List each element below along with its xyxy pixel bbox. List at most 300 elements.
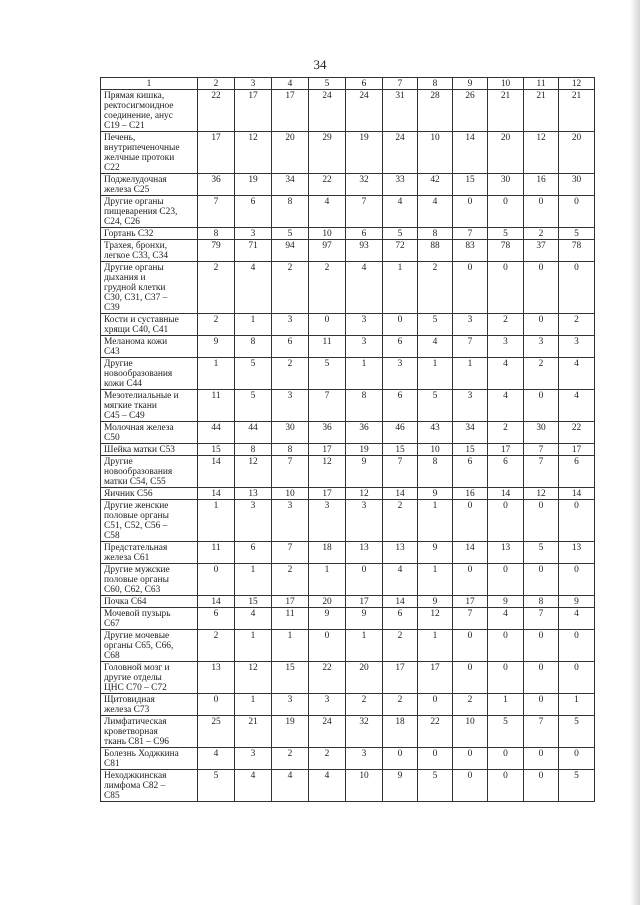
table-cell: 5 (559, 228, 595, 240)
row-label-line: другие отделы (104, 673, 162, 683)
row-label (101, 662, 198, 694)
table-cell: 71 (235, 240, 272, 262)
table-cell: 16 (453, 488, 488, 500)
table-cell: 20 (309, 596, 346, 608)
table-cell: 0 (524, 500, 559, 542)
table-cell: 1 (272, 630, 309, 662)
table-cell: 5 (383, 228, 418, 240)
row-label-line: ЦНС С70 – С72 (104, 683, 167, 693)
table-row (101, 390, 595, 422)
table-cell: 30 (488, 174, 524, 196)
table-cell: 4 (418, 336, 453, 358)
table-cell: 21 (488, 90, 524, 132)
table-cell: 19 (346, 132, 383, 174)
table-row (101, 488, 595, 500)
table-row (101, 90, 595, 132)
table-cell: 5 (559, 770, 595, 802)
table-cell: 4 (198, 748, 235, 770)
table-cell: 20 (559, 132, 595, 174)
row-label-line: Мезотелиальные и (104, 391, 179, 401)
table-cell: 0 (488, 630, 524, 662)
table-cell: 4 (559, 608, 595, 630)
table-cell: 0 (524, 314, 559, 336)
table-cell: 78 (559, 240, 595, 262)
table-cell: 3 (309, 500, 346, 542)
row-label-line: Лимфатическая (104, 717, 167, 727)
table-cell: 12 (524, 132, 559, 174)
table-cell: 13 (235, 488, 272, 500)
row-label (101, 488, 198, 500)
table-cell: 14 (198, 456, 235, 488)
table-cell: 17 (488, 444, 524, 456)
table-cell: 32 (346, 716, 383, 748)
table-cell: 0 (488, 262, 524, 314)
table-cell: 5 (418, 390, 453, 422)
table-cell: 2 (559, 314, 595, 336)
row-label-line: Неходжкинская (104, 771, 167, 781)
table-cell: 3 (453, 390, 488, 422)
row-label-line: Яичник С56 (104, 489, 153, 499)
table-cell: 11 (309, 336, 346, 358)
row-label (101, 694, 198, 716)
row-label-line: пищеварения С23, (104, 207, 178, 217)
table-cell: 6 (272, 336, 309, 358)
table-cell: 0 (524, 770, 559, 802)
table-cell: 2 (309, 262, 346, 314)
row-label-line: Поджелудочная (104, 175, 167, 185)
row-label-line: Мочевой пузырь (104, 609, 171, 619)
table-cell: 12 (235, 132, 272, 174)
table-cell: 5 (559, 716, 595, 748)
table-cell: 9 (418, 596, 453, 608)
table-cell: 3 (346, 748, 383, 770)
row-label (101, 262, 198, 314)
table-cell: 4 (235, 608, 272, 630)
table-cell: 2 (272, 564, 309, 596)
row-label-line: С45 – С49 (104, 411, 145, 421)
table-cell: 17 (559, 444, 595, 456)
row-label-line: С68 (104, 651, 120, 661)
table-row (101, 456, 595, 488)
table-row (101, 630, 595, 662)
table-cell: 3 (235, 748, 272, 770)
table-row (101, 694, 595, 716)
table-cell: 1 (346, 630, 383, 662)
table-cell: 14 (198, 596, 235, 608)
row-label-line: С85 (104, 791, 120, 801)
table-cell: 1 (235, 694, 272, 716)
column-header: 9 (453, 78, 488, 90)
table-cell: 11 (198, 542, 235, 564)
table-cell: 17 (453, 596, 488, 608)
table-cell: 2 (346, 694, 383, 716)
table-cell: 0 (453, 564, 488, 596)
table-cell: 3 (272, 390, 309, 422)
row-label-line: Трахея, бронхи, (104, 241, 168, 251)
table-cell: 30 (559, 174, 595, 196)
table-cell: 1 (235, 314, 272, 336)
table-cell: 22 (418, 716, 453, 748)
column-header: 10 (488, 78, 524, 90)
row-label (101, 390, 198, 422)
table-row (101, 596, 595, 608)
table-cell: 12 (418, 608, 453, 630)
table-cell: 0 (488, 662, 524, 694)
table-cell: 8 (235, 444, 272, 456)
table-cell: 0 (524, 564, 559, 596)
table-cell: 17 (272, 90, 309, 132)
table-cell: 1 (346, 358, 383, 390)
row-label-line: С22 (104, 163, 120, 173)
table-row (101, 748, 595, 770)
table-cell: 0 (453, 262, 488, 314)
row-label-line: Другие мужские (104, 565, 170, 575)
table-cell: 4 (559, 390, 595, 422)
row-label-line: кроветворная (104, 727, 158, 737)
table-body (101, 90, 595, 802)
row-label (101, 500, 198, 542)
table-cell: 2 (383, 500, 418, 542)
table-cell: 5 (272, 228, 309, 240)
table-cell: 3 (488, 336, 524, 358)
table-cell: 0 (418, 748, 453, 770)
row-label-line: внутрипеченочные (104, 143, 180, 153)
table-cell: 6 (383, 390, 418, 422)
table-cell: 2 (198, 630, 235, 662)
table-cell: 5 (418, 314, 453, 336)
table-cell: 36 (309, 422, 346, 444)
table-cell: 21 (524, 90, 559, 132)
table-cell: 0 (418, 694, 453, 716)
row-label-line: С39 (104, 303, 120, 313)
table-cell: 4 (235, 262, 272, 314)
table-cell: 6 (235, 196, 272, 228)
table-cell: 15 (453, 444, 488, 456)
table-cell: 13 (198, 662, 235, 694)
table-cell: 0 (524, 196, 559, 228)
column-header: 6 (346, 78, 383, 90)
column-header: 4 (272, 78, 309, 90)
table-cell: 29 (309, 132, 346, 174)
table-cell: 17 (235, 90, 272, 132)
table-cell: 10 (418, 132, 453, 174)
table-cell: 3 (309, 694, 346, 716)
table-cell: 0 (524, 748, 559, 770)
table-row (101, 132, 595, 174)
table-cell: 83 (453, 240, 488, 262)
table-cell: 2 (418, 262, 453, 314)
table-cell: 36 (198, 174, 235, 196)
table-cell: 9 (418, 488, 453, 500)
table-cell: 8 (198, 228, 235, 240)
row-label-line: Шейка матки С53 (104, 445, 175, 455)
table-cell: 1 (198, 358, 235, 390)
table-cell: 6 (198, 608, 235, 630)
table-cell: 9 (309, 608, 346, 630)
table-cell: 3 (272, 694, 309, 716)
row-label-line: половые органы (104, 511, 169, 521)
table-cell: 4 (488, 358, 524, 390)
table-cell: 6 (488, 456, 524, 488)
row-label-line: Предстательная (104, 543, 168, 553)
table-cell: 9 (346, 456, 383, 488)
row-label (101, 564, 198, 596)
table-cell: 17 (309, 444, 346, 456)
table-cell: 0 (488, 196, 524, 228)
table-cell: 8 (524, 596, 559, 608)
table-cell: 9 (198, 336, 235, 358)
table-cell: 0 (309, 630, 346, 662)
row-label-line: Прямая кишка, (104, 91, 165, 101)
table-cell: 97 (309, 240, 346, 262)
table-cell: 1 (418, 630, 453, 662)
table-cell: 15 (453, 174, 488, 196)
table-cell: 30 (524, 422, 559, 444)
table-cell: 0 (488, 748, 524, 770)
table-cell: 3 (524, 336, 559, 358)
row-label (101, 422, 198, 444)
table-cell: 2 (272, 358, 309, 390)
table-cell: 15 (272, 662, 309, 694)
page-number: 34 (313, 57, 327, 72)
table-cell: 2 (524, 228, 559, 240)
table-cell: 3 (346, 500, 383, 542)
table-cell: 1 (198, 500, 235, 542)
table-cell: 0 (453, 748, 488, 770)
row-label (101, 770, 198, 802)
table-cell: 24 (346, 90, 383, 132)
row-label-line: лимфома С82 – (104, 781, 166, 791)
table-cell: 0 (559, 500, 595, 542)
table-cell: 0 (346, 564, 383, 596)
table-cell: 5 (235, 390, 272, 422)
row-label-line: новообразования (104, 369, 173, 379)
table-row (101, 542, 595, 564)
table-cell: 43 (418, 422, 453, 444)
row-label-line: Почка С64 (104, 597, 147, 607)
row-label (101, 240, 198, 262)
row-label (101, 336, 198, 358)
table-cell: 14 (559, 488, 595, 500)
row-label-line: Печень, (104, 133, 136, 143)
table-cell: 19 (272, 716, 309, 748)
table-row (101, 716, 595, 748)
table-cell: 9 (559, 596, 595, 608)
table-cell: 14 (453, 132, 488, 174)
row-label-line: С50 (104, 433, 120, 443)
table-cell: 31 (383, 90, 418, 132)
table-cell: 7 (198, 196, 235, 228)
table-cell: 20 (346, 662, 383, 694)
row-label-line: железа С61 (104, 553, 150, 563)
row-label-line: Меланома кожи (104, 337, 168, 347)
table-cell: 20 (488, 132, 524, 174)
table-cell: 3 (383, 358, 418, 390)
table-cell: 5 (488, 228, 524, 240)
table-cell: 25 (198, 716, 235, 748)
table-cell: 6 (559, 456, 595, 488)
table-cell: 34 (272, 174, 309, 196)
row-label-line: Гортань С32 (104, 229, 154, 239)
table-cell: 22 (309, 662, 346, 694)
table-cell: 17 (272, 596, 309, 608)
row-label-line: мягкие ткани (104, 401, 157, 411)
table-cell: 0 (453, 500, 488, 542)
table-row (101, 444, 595, 456)
table-cell: 1 (383, 262, 418, 314)
table-cell: 0 (559, 748, 595, 770)
table-cell: 19 (235, 174, 272, 196)
table-cell: 2 (488, 314, 524, 336)
row-label-line: ректосигмоидное (104, 101, 174, 111)
table-cell: 3 (453, 314, 488, 336)
table-cell: 0 (309, 314, 346, 336)
table-cell: 17 (309, 488, 346, 500)
row-label (101, 748, 198, 770)
table-cell: 15 (383, 444, 418, 456)
row-label-line: желчные протоки (104, 153, 175, 163)
row-label-line: Болезнь Ходжкина (104, 749, 179, 759)
table-cell: 20 (272, 132, 309, 174)
table-row (101, 314, 595, 336)
table-cell: 72 (383, 240, 418, 262)
table-cell: 33 (383, 174, 418, 196)
table-cell: 0 (488, 564, 524, 596)
table-cell: 3 (346, 336, 383, 358)
table-cell: 18 (383, 716, 418, 748)
table-cell: 3 (272, 500, 309, 542)
table-cell: 9 (488, 596, 524, 608)
column-header: 7 (383, 78, 418, 90)
table-row (101, 228, 595, 240)
page-edge-shadow (630, 0, 640, 905)
row-label (101, 358, 198, 390)
column-header: 11 (524, 78, 559, 90)
table-cell: 30 (272, 422, 309, 444)
row-label (101, 90, 198, 132)
row-label (101, 132, 198, 174)
table-row (101, 196, 595, 228)
table-cell: 26 (453, 90, 488, 132)
table-cell: 5 (309, 358, 346, 390)
table-cell: 3 (272, 314, 309, 336)
column-header: 12 (559, 78, 595, 90)
table-cell: 5 (488, 716, 524, 748)
table-cell: 7 (524, 608, 559, 630)
table-cell: 4 (559, 358, 595, 390)
table-cell: 1 (559, 694, 595, 716)
table-cell: 93 (346, 240, 383, 262)
table-cell: 9 (383, 770, 418, 802)
row-label-line: новообразования (104, 467, 173, 477)
table-cell: 0 (559, 662, 595, 694)
row-label-line: соединение, анус (104, 111, 173, 121)
table-row (101, 608, 595, 630)
table-cell: 34 (453, 422, 488, 444)
table-row (101, 564, 595, 596)
table-cell: 21 (235, 716, 272, 748)
table-cell: 44 (198, 422, 235, 444)
table-cell: 5 (198, 770, 235, 802)
row-label (101, 444, 198, 456)
column-header: 1 (101, 78, 198, 90)
table-cell: 5 (524, 542, 559, 564)
table-cell: 0 (559, 564, 595, 596)
table-cell: 7 (272, 542, 309, 564)
row-label-line: железа С73 (104, 705, 150, 715)
table-cell: 10 (418, 444, 453, 456)
table-cell: 2 (272, 262, 309, 314)
table-cell: 28 (418, 90, 453, 132)
table-cell: 8 (418, 456, 453, 488)
table-cell: 1 (235, 630, 272, 662)
row-label-line: С19 – С21 (104, 121, 145, 131)
row-label-line: С81 (104, 759, 120, 769)
table-row (101, 336, 595, 358)
table-cell: 10 (346, 770, 383, 802)
table-cell: 17 (346, 596, 383, 608)
table-cell: 3 (559, 336, 595, 358)
row-label-line: дыхания и (104, 273, 146, 283)
table-cell: 0 (453, 770, 488, 802)
table-cell: 1 (418, 564, 453, 596)
table-cell: 7 (309, 390, 346, 422)
table-cell: 21 (559, 90, 595, 132)
table-cell: 19 (346, 444, 383, 456)
table-row (101, 662, 595, 694)
table-cell: 14 (198, 488, 235, 500)
table-cell: 16 (524, 174, 559, 196)
table-cell: 0 (524, 262, 559, 314)
table-cell: 6 (383, 336, 418, 358)
row-label (101, 630, 198, 662)
table-cell: 3 (235, 228, 272, 240)
column-header: 8 (418, 78, 453, 90)
table-cell: 4 (383, 564, 418, 596)
table-cell: 7 (524, 444, 559, 456)
table-cell: 14 (383, 488, 418, 500)
table-cell: 8 (346, 390, 383, 422)
table-cell: 3 (346, 314, 383, 336)
table-cell: 42 (418, 174, 453, 196)
row-label (101, 596, 198, 608)
table-cell: 2 (453, 694, 488, 716)
table-cell: 11 (272, 608, 309, 630)
table-cell: 0 (453, 630, 488, 662)
table-row (101, 500, 595, 542)
row-label-line: Другие (104, 457, 133, 467)
table-cell: 10 (272, 488, 309, 500)
table-cell: 17 (418, 662, 453, 694)
table-cell: 7 (272, 456, 309, 488)
table-cell: 1 (309, 564, 346, 596)
table-cell: 94 (272, 240, 309, 262)
table-cell: 12 (309, 456, 346, 488)
table-cell: 79 (198, 240, 235, 262)
row-label-line: кожи С44 (104, 379, 142, 389)
table-cell: 12 (235, 662, 272, 694)
table-cell: 13 (559, 542, 595, 564)
table-cell: 44 (235, 422, 272, 444)
column-header: 5 (309, 78, 346, 90)
table-cell: 0 (524, 390, 559, 422)
row-label-line: Другие органы (104, 263, 164, 273)
table-cell: 8 (272, 196, 309, 228)
row-label-line: Другие женские (104, 501, 169, 511)
row-label-line: С58 (104, 531, 120, 541)
table-cell: 1 (453, 358, 488, 390)
row-label-line: легкое С33, С34 (104, 251, 169, 261)
